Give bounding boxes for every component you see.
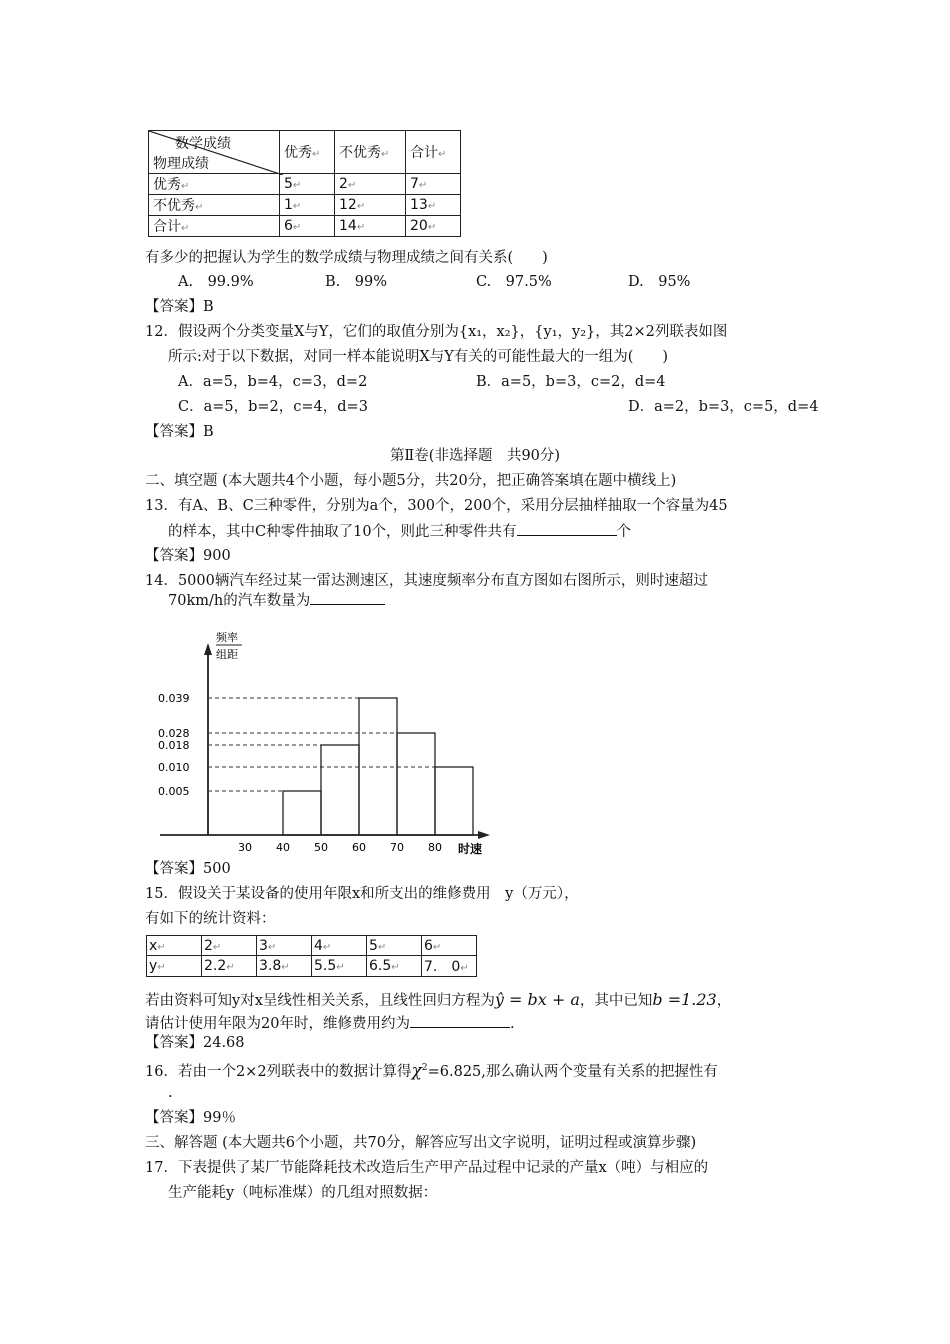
histogram-axes bbox=[160, 643, 490, 839]
q14-line2: 70km/h的汽车数量为 bbox=[168, 590, 385, 611]
table-cell: 7. 0↵ bbox=[422, 956, 477, 977]
x-tick-label: 70 bbox=[390, 841, 404, 854]
y-tick-label: 0.018 bbox=[158, 739, 190, 752]
q14-answer: 【答案】500 bbox=[145, 861, 231, 877]
x-tick-label: 60 bbox=[352, 841, 366, 854]
y-axis-arrow bbox=[204, 643, 212, 655]
table-cell: 6↵ bbox=[280, 216, 335, 237]
x-tick-label: 50 bbox=[314, 841, 328, 854]
table-cell: 6.5↵ bbox=[367, 956, 422, 977]
q12-option-a: A．a=5，b=4，c=3，d=2 bbox=[178, 374, 368, 390]
x-axis-arrow bbox=[478, 831, 490, 839]
table-cell: 2.2↵ bbox=[202, 956, 257, 977]
q16-line1: 16．若由一个2×2列联表中的数据计算得$\chi^2=6.825$,那么确认两个变量有关系的把握性有 bbox=[145, 1060, 718, 1081]
q12-line1: 12．假设两个分类变量X与Y，它们的取值分别为{x₁，x₂}，{y₁，y₂}，其2×2列联表如图 bbox=[145, 324, 728, 340]
table-cell: 2↵ bbox=[335, 174, 406, 195]
histogram-labels bbox=[158, 630, 482, 856]
q15-blank bbox=[410, 1013, 510, 1028]
table-cell: 5↵ bbox=[280, 174, 335, 195]
section2-heading: 二、填空题 (本大题共4个小题，每小题5分，共20分，把正确答案填在题中横线上) bbox=[145, 473, 677, 489]
b-value: b =1.23 bbox=[652, 990, 717, 1009]
table-cell: x↵ bbox=[147, 936, 202, 956]
diagonal-header-cell bbox=[149, 131, 280, 174]
q15-line4: 请估计使用年限为20年时，维修费用约为 . bbox=[145, 1013, 515, 1034]
x-tick-label: 30 bbox=[238, 841, 252, 854]
q12-answer: 【答案】B bbox=[145, 424, 214, 440]
q11-option-b: B. 99% bbox=[325, 274, 387, 290]
q11-option-c: C. 97.5% bbox=[476, 274, 552, 290]
row-label: 合计↵ bbox=[149, 216, 280, 237]
q13-line2: 的样本，其中C种零件抽取了10个，则此三种零件共有 个 bbox=[168, 521, 631, 542]
q12-option-c: C．a=5，b=2，c=4，d=3 bbox=[178, 399, 368, 415]
header-cell: 不优秀↵ bbox=[335, 131, 406, 174]
table-cell: 6↵ bbox=[422, 936, 477, 956]
row-label: 不优秀↵ bbox=[149, 195, 280, 216]
y-axis-label-bottom: 组距 bbox=[216, 648, 238, 661]
table-cell: 7↵ bbox=[406, 174, 461, 195]
y-tick-label: 0.005 bbox=[158, 785, 190, 798]
table-cell: y↵ bbox=[147, 956, 202, 977]
section3-heading: 三、解答题 (本大题共6个小题，共70分，解答应写出文字说明，证明过程或演算步骤) bbox=[145, 1135, 697, 1151]
histogram-bar bbox=[435, 767, 473, 835]
y-axis-label-top: 频率 bbox=[216, 631, 238, 644]
table-cell: 20↵ bbox=[406, 216, 461, 237]
table-row bbox=[149, 216, 461, 237]
q17-line2: 生产能耗y（吨标准煤）的几组对照数据： bbox=[168, 1185, 438, 1201]
table-row bbox=[149, 174, 461, 195]
maintenance-table bbox=[146, 935, 477, 977]
contingency-table bbox=[148, 130, 461, 237]
x-tick-label: 80 bbox=[428, 841, 442, 854]
diag-bottom-label: 物理成绩 bbox=[153, 156, 209, 172]
q13-blank bbox=[517, 521, 617, 536]
table-cell: 13↵ bbox=[406, 195, 461, 216]
q12-option-b: B．a=5，b=3，c=2，d=4 bbox=[476, 374, 666, 390]
table-cell: 5↵ bbox=[367, 936, 422, 956]
q13-answer: 【答案】900 bbox=[145, 548, 231, 564]
q15-answer: 【答案】24.68 bbox=[145, 1035, 245, 1051]
q12-line2: 所示:对于以下数据，对同一样本能说明X与Y有关的可能性最大的一组为( ) bbox=[168, 349, 669, 365]
regression-equation: ŷ = bx + a bbox=[494, 990, 580, 1009]
x-axis-label: 时速 bbox=[458, 842, 483, 856]
table-row bbox=[149, 195, 461, 216]
q14-line1: 14．5000辆汽车经过某一雷达测速区，其速度频率分布直方图如右图所示，则时速超过 bbox=[145, 573, 708, 589]
y-tick-label: 0.039 bbox=[158, 692, 190, 705]
y-tick-label: 0.010 bbox=[158, 761, 190, 774]
table-cell: 3.8↵ bbox=[257, 956, 312, 977]
table-cell: 12↵ bbox=[335, 195, 406, 216]
histogram-bar bbox=[321, 745, 359, 835]
diag-top-label: 数学成绩 bbox=[175, 136, 231, 152]
table-row bbox=[147, 956, 477, 977]
y-tick-label: 0.028 bbox=[158, 727, 190, 740]
table-row bbox=[147, 936, 477, 956]
table-cell: 3↵ bbox=[257, 936, 312, 956]
q11-option-a: A. 99.9% bbox=[178, 274, 254, 290]
histogram-bar bbox=[397, 733, 435, 835]
speed-histogram bbox=[140, 625, 500, 860]
table-cell: 1↵ bbox=[280, 195, 335, 216]
table-cell: 2↵ bbox=[202, 936, 257, 956]
histogram-bar bbox=[283, 791, 321, 835]
q11-stem: 有多少的把握认为学生的数学成绩与物理成绩之间有关系( ) bbox=[145, 250, 548, 266]
q16-answer: 【答案】99％ bbox=[145, 1110, 236, 1126]
q11-option-d: D. 95% bbox=[628, 274, 691, 290]
q12-option-d: D．a=2，b=3，c=5，d=4 bbox=[628, 399, 819, 415]
table-cell: 5.5↵ bbox=[312, 956, 367, 977]
header-cell: 合计↵ bbox=[406, 131, 461, 174]
q11-answer: 【答案】B bbox=[145, 299, 214, 315]
q16-line2: . bbox=[168, 1085, 173, 1101]
section2-title: 第Ⅱ卷(非选择题 共90分) bbox=[389, 448, 561, 464]
header-cell: 优秀↵ bbox=[280, 131, 335, 174]
row-label: 优秀↵ bbox=[149, 174, 280, 195]
q15-line3: 若由资料可知y对x呈线性相关关系，且线性回归方程为ŷ = bx + a，其中已知b =1.23， bbox=[145, 990, 732, 1009]
q14-blank bbox=[310, 590, 385, 605]
q13-line1: 13．有A、B、C三种零件，分别为a个，300个，200个，采用分层抽样抽取一个容量为45 bbox=[145, 498, 728, 514]
q15-line2: 有如下的统计资料： bbox=[145, 911, 276, 927]
q15-line1: 15．假设关于某设备的使用年限x和所支出的维修费用 y（万元）， bbox=[145, 886, 579, 902]
table-cell: 14↵ bbox=[335, 216, 406, 237]
q17-line1: 17．下表提供了某厂节能降耗技术改造后生产甲产品过程中记录的产量x（吨）与相应的 bbox=[145, 1160, 709, 1176]
table-cell: 4↵ bbox=[312, 936, 367, 956]
x-tick-label: 40 bbox=[276, 841, 290, 854]
